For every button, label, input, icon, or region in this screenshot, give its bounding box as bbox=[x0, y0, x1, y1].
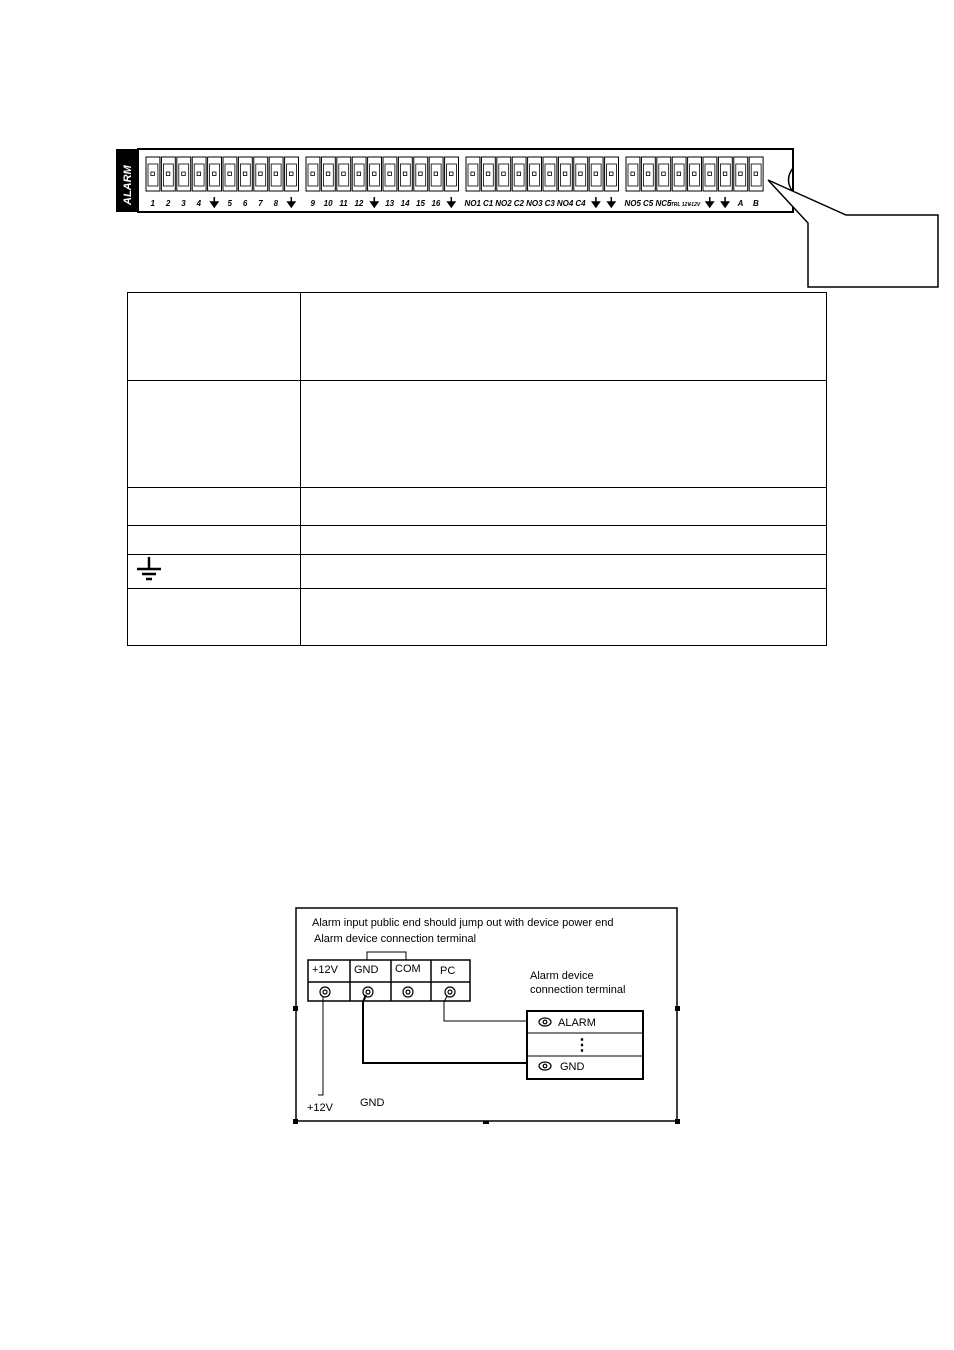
terminal-pin-label: 14 bbox=[400, 199, 410, 208]
terminal-pin bbox=[512, 157, 526, 208]
pin-description-cell bbox=[301, 555, 827, 589]
terminal-pin-label: NO2 bbox=[495, 199, 512, 208]
pin-description-table bbox=[127, 292, 827, 646]
terminal-pin-label: 7 bbox=[258, 199, 263, 208]
terminal-pin bbox=[543, 157, 557, 208]
pin-description-cell bbox=[301, 293, 827, 381]
terminal-pin bbox=[526, 157, 543, 208]
pin-description-cell bbox=[301, 526, 827, 555]
terminal-pin-label: 1 bbox=[150, 199, 155, 208]
terminal-pin-label: +12V bbox=[688, 202, 701, 208]
pin-name-cell bbox=[128, 293, 301, 381]
terminal-pin bbox=[557, 157, 574, 208]
terminal-pin bbox=[481, 157, 495, 208]
table-row bbox=[128, 488, 827, 526]
terminal-pin-label: C3 bbox=[544, 199, 555, 208]
terminal-pin-label: 13 bbox=[385, 199, 395, 208]
table-row bbox=[128, 526, 827, 555]
terminal-label-com: COM bbox=[395, 963, 421, 975]
ground-icon bbox=[134, 557, 164, 583]
pin-name-cell bbox=[128, 589, 301, 646]
terminal-pin-label: 5 bbox=[227, 199, 232, 208]
alarm-wiring-diagram bbox=[290, 902, 682, 1128]
terminal-pin bbox=[464, 157, 481, 208]
wiring-subtitle: Alarm device connection terminal bbox=[314, 933, 477, 945]
terminal-pin-label: 11 bbox=[339, 199, 348, 208]
terminal-pin-label: C1 bbox=[482, 199, 494, 208]
terminal-pin-label: 2 bbox=[165, 199, 171, 208]
terminal-pin-label: B bbox=[753, 199, 759, 208]
terminal-pin bbox=[641, 157, 655, 208]
device-title-1: Alarm device bbox=[530, 970, 594, 982]
table-row bbox=[128, 589, 827, 646]
device-ellipsis: ⋮ bbox=[574, 1037, 590, 1054]
terminal-pin-label: 6 bbox=[242, 199, 248, 208]
terminal-pin-label: 9 bbox=[310, 199, 315, 208]
terminal-label-12v: +12V bbox=[312, 964, 338, 976]
pin-description-cell bbox=[301, 589, 827, 646]
terminal-pin bbox=[574, 157, 588, 208]
terminal-pin-label: 12 bbox=[354, 199, 364, 208]
terminal-pin-label: 16 bbox=[431, 199, 441, 208]
terminal-pin-label: 8 bbox=[273, 199, 279, 208]
terminal-label-gnd: GND bbox=[354, 964, 379, 976]
terminal-pin-label: NO1 bbox=[464, 199, 481, 208]
terminal-pin-label: 15 bbox=[416, 199, 425, 208]
table-row bbox=[128, 555, 827, 589]
wiring-title: Alarm input public end should jump out with device power end bbox=[312, 917, 614, 929]
pin-name-cell bbox=[128, 381, 301, 488]
pin-name-cell bbox=[128, 555, 301, 589]
alarm-panel-diagram bbox=[0, 0, 954, 300]
terminal-pin-label: C2 bbox=[513, 199, 525, 208]
device-title-2: connection terminal bbox=[530, 984, 626, 996]
label-12v: +12V bbox=[307, 1102, 333, 1114]
terminal-pin-label: NO3 bbox=[526, 199, 543, 208]
alarm-side-label: ALARM bbox=[122, 165, 134, 205]
terminal-pin bbox=[655, 157, 672, 208]
terminal-pin-label: A bbox=[737, 199, 744, 208]
terminal-pin-label: CTRL 12V bbox=[667, 202, 691, 208]
terminal-pin bbox=[495, 157, 512, 208]
terminal-label-pc: PC bbox=[440, 965, 456, 977]
terminal-pin-label: 4 bbox=[196, 199, 202, 208]
device-port-gnd: GND bbox=[560, 1061, 585, 1073]
table-row bbox=[128, 293, 827, 381]
terminal-pin-label: 3 bbox=[181, 199, 186, 208]
label-gnd: GND bbox=[360, 1097, 385, 1109]
table-row bbox=[128, 381, 827, 488]
callout-pointer bbox=[768, 180, 938, 287]
pin-description-cell bbox=[301, 381, 827, 488]
pin-description-cell bbox=[301, 488, 827, 526]
device-port-alarm: ALARM bbox=[558, 1017, 596, 1029]
terminal-pin-label: C5 bbox=[642, 199, 654, 208]
terminal-pin bbox=[624, 157, 641, 208]
terminal-pin-label: NO4 bbox=[556, 199, 574, 208]
terminal-pin-label: C4 bbox=[575, 199, 586, 208]
terminal-pin-label: NO5 bbox=[624, 199, 641, 208]
terminal-pin-label: NC5 bbox=[655, 199, 672, 208]
pin-name-cell bbox=[128, 526, 301, 555]
terminal-pin-label: 10 bbox=[323, 199, 333, 208]
pin-name-cell bbox=[128, 488, 301, 526]
